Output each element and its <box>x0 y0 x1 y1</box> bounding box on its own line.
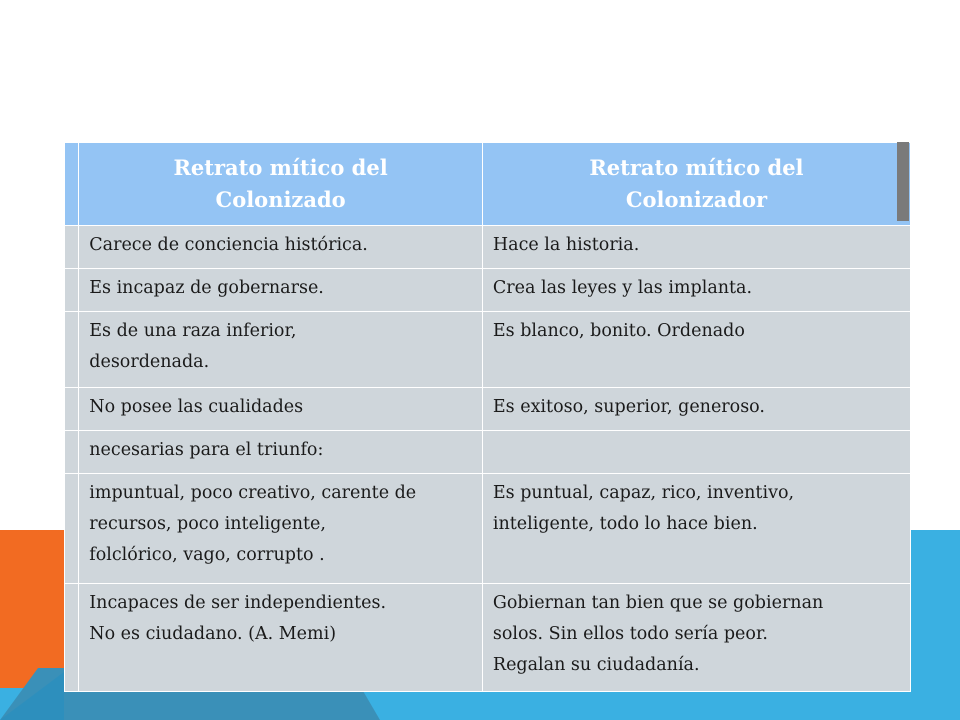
cell-colonizado: Carece de conciencia histórica. <box>79 226 483 269</box>
cell-colonizado: No posee las cualidades <box>79 388 483 431</box>
row-stub-cell <box>65 474 79 584</box>
cell-colonizador: Crea las leyes y las implanta. <box>482 269 910 312</box>
cell-colonizado: Es incapaz de gobernarse. <box>79 269 483 312</box>
comparison-table <box>64 142 911 692</box>
cell-colonizador: Es exitoso, superior, generoso. <box>482 388 910 431</box>
table-row <box>65 474 911 584</box>
cell-colonizado: Incapaces de ser independientes. No es ciudadano. (A. Memi) <box>79 584 483 692</box>
row-stub-cell <box>65 312 79 388</box>
cell-colonizador <box>482 431 910 474</box>
header-colonizador: Retrato mítico del Colonizador <box>482 143 910 226</box>
row-stub-cell <box>65 431 79 474</box>
header-colonizado: Retrato mítico del Colonizado <box>79 143 483 226</box>
row-stub-cell <box>65 226 79 269</box>
cell-colonizador: Gobiernan tan bien que se gobiernan solos. Sin ellos todo sería peor. Regalan su ciudadanía. <box>482 584 910 692</box>
cell-colonizado: necesarias para el triunfo: <box>79 431 483 474</box>
cell-colonizado: Es de una raza inferior, desordenada. <box>79 312 483 388</box>
row-stub-cell <box>65 584 79 692</box>
header-stub-cell <box>65 143 79 226</box>
cell-colonizador: Hace la historia. <box>482 226 910 269</box>
table-row <box>65 431 911 474</box>
row-stub-cell <box>65 269 79 312</box>
table-header-row <box>65 143 911 226</box>
table-row <box>65 226 911 269</box>
table-row <box>65 388 911 431</box>
decorative-grey-bar <box>897 142 909 221</box>
table-row <box>65 269 911 312</box>
row-stub-cell <box>65 388 79 431</box>
table-row <box>65 312 911 388</box>
cell-colonizador: Es puntual, capaz, rico, inventivo, inteligente, todo lo hace bien. <box>482 474 910 584</box>
table-row <box>65 584 911 692</box>
cell-colonizado: impuntual, poco creativo, carente de recursos, poco inteligente, folclórico, vago, corrupto . <box>79 474 483 584</box>
cell-colonizador: Es blanco, bonito. Ordenado <box>482 312 910 388</box>
